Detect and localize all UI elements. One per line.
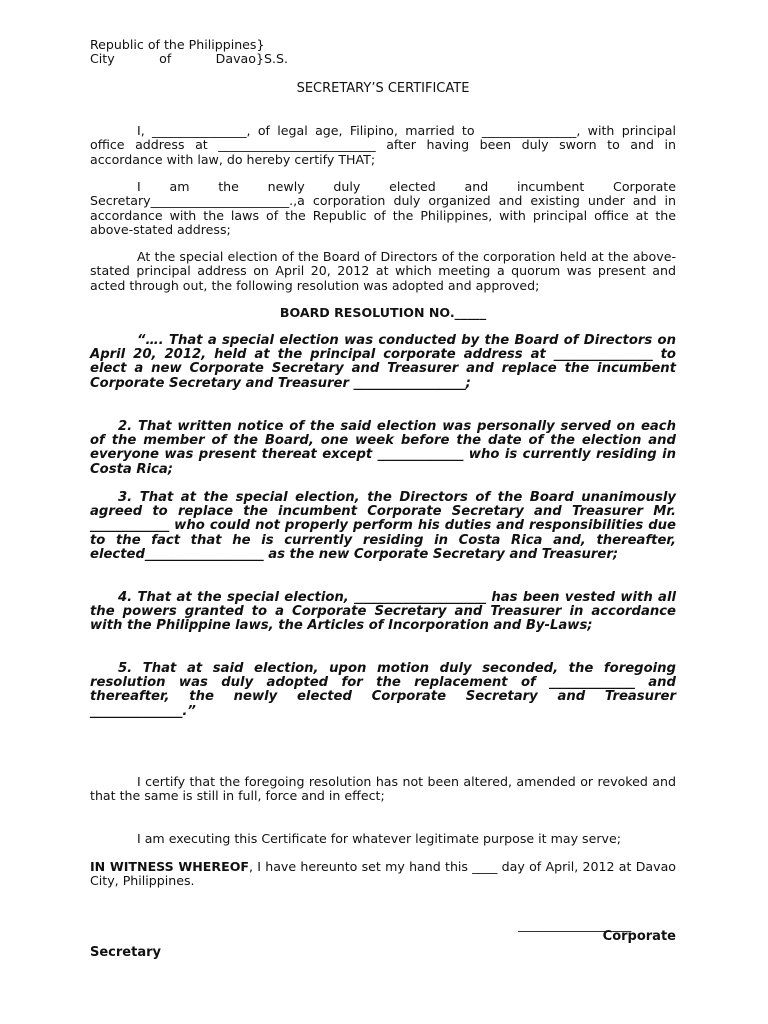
resolution-item-4: 4. That at the special election, ____________________ has been vested with all the powers granted to a Corporate Secretary and Treasurer in accordance with the Philippine laws, the Articles of Incorporation and By-Laws; [90,590,676,634]
venue-of: of [159,51,172,67]
venue-davao-ss: Davao}S.S. [215,51,288,67]
venue-city-row [90,52,288,66]
signature-title-corporate: Corporate [602,929,676,944]
venue-block [90,38,288,67]
paragraph-executing: I am executing this Certificate for whatever legitimate purpose it may serve; [137,831,621,846]
paragraph-election: At the special election of the Board of Directors of the corporation held at the above- stated principal address on April 20, 2012 at which meeting a quorum was present and acted through out, the following resolution was adopted and approved; [90,249,676,293]
resolution-heading: BOARD RESOLUTION NO._____ [279,305,487,320]
paragraph-witness [90,860,676,889]
venue-republic: Republic of the Philippines} [90,37,265,52]
resolution-item-2: 2. That written notice of the said election was personally served on each of the member of the Board, one week before the date of the election and everyone was present thereat except _____________ who is currently residing in Costa Rica; [90,419,676,477]
witness-lead: IN WITNESS WHEREOF [90,859,250,874]
witness-text: , I have hereunto set my hand this ____ day of April, 2012 at Davao City, Philippines. [90,859,676,889]
paragraph-affiant: I, _______________, of legal age, Filipino, married to _______________, with principal office address at _________________________ after having been duly sworn to and in accordance with law, do hereby certify THAT; [90,123,676,167]
resolution-item-3: 3. That at the special election, the Directors of the Board unanimously agreed to replace the incumbent Corporate Secretary and Treasurer Mr. ____________ who could not properly perform his duties and responsibilities due to the fact that he is currently residing in Costa Rica and, thereafter, elected__________________ as the new Corporate Secretary and Treasurer; [90,490,676,562]
signature-line: __________________ [518,917,632,932]
document-page [90,0,676,1024]
paragraph-secretary: I am the newly duly elected and incumbent Corporate Secretary______________________.,a corporation duly organized and existing under and in accordance with the laws of the Republic of the Philippines, with principal office at the above-stated address; [90,179,676,238]
resolution-item-1: “…. That a special election was conducted by the Board of Directors on April 20, 2012, held at the principal corporate address at _______________ to elect a new Corporate Secretary and Treasurer and replace the incumbent Corporate Secretary and Treasurer _________________; [90,333,676,391]
document-title: SECRETARY’S CERTIFICATE [296,81,470,96]
venue-city: City [90,51,115,67]
signature-title-secretary: Secretary [90,945,161,960]
resolution-item-5: 5. That at said election, upon motion duly seconded, the foregoing resolution was duly adopted for the replacement of _____________ and thereafter, the newly elected Corporate Secretary and Treasurer ______________.” [90,661,676,719]
paragraph-certify: I certify that the foregoing resolution has not been altered, amended or revoked and that the same is still in full, force and in effect; [90,774,676,804]
